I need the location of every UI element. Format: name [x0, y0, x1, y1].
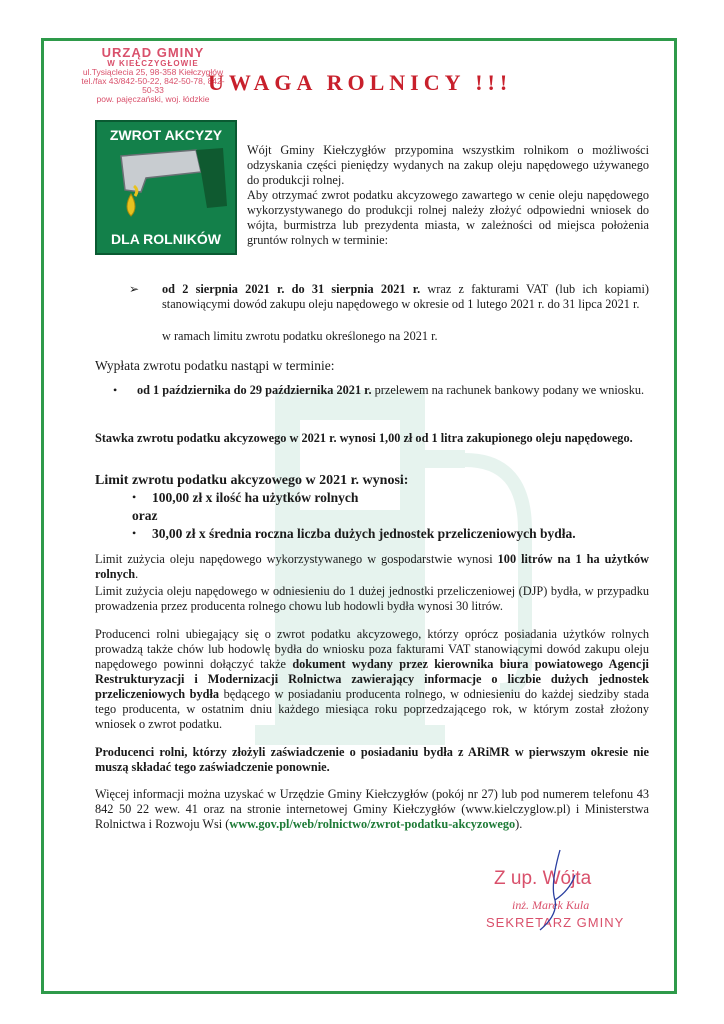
usage-p1: [95, 552, 649, 582]
producers-text-c: będącego w posiadaniu producenta rolnego, w odniesieniu do każdej siedziby stada tego producenta, w ostatnim dniu każdego miesiąca roku poprzedzającego rok, w którym został złożony wniosek o zwrot podatku.: [95, 687, 649, 731]
usage-p1-amount: 100 litrów na 1 ha użytków rolnych: [95, 552, 650, 581]
info-text: Więcej informacji można uzyskać w Urzędzie Gminy Kiełczygłów (pokój nr 27) lub pod numerem telefonu 43 842 50 22 wew. 41 oraz na stronie internetowej Gminy Kiełczygłów (www.kielczyglow.pl) i Ministerstwa Rolnictwa i Rozwoju Wsi (: [95, 787, 649, 831]
producers-paragraph: [95, 627, 649, 732]
signature-line-1: Z up. Wójta: [494, 868, 592, 889]
stamp-line-3: ul.Tysiąclecia 25, 98-358 Kiełczygłów: [82, 67, 224, 78]
limit-or: oraz: [132, 508, 158, 523]
signature-line-2: inż. Marek Kula: [512, 898, 590, 912]
stamp-line-2: W KIEŁCZYGŁOWIE: [107, 58, 199, 68]
intro-p1: Wójt Gminy Kiełczygłów przypomina wszystkim rolnikom o możliwości odzyskania części pieniędzy wydanych na zakup oleju napędowego używanego do produkcji rolnej.: [247, 143, 649, 187]
certificate-note: Producenci rolni, którzy złożyli zaświadczenie o posiadaniu bydła z ARiMR w pierwszym okresie nie muszą składać tego zaświadczenie ponownie.: [95, 745, 649, 774]
intro-p2: Aby otrzymać zwrot podatku akcyzowego zawartego w cenie oleju napędowego wykorzystywanego do produkcji rolnej należy złożyć odpowiedni wniosek do wójta, burmistrza lub prezydenta miasta, w zależności od miejsca położenia gruntów rolnych w terminie:: [247, 188, 649, 247]
promo-top-text: ZWROT AKCYZY: [109, 127, 223, 143]
payout-text: [137, 383, 649, 398]
stamp-line-1: URZĄD GMINY: [101, 45, 205, 60]
term-rest: wraz z fakturami VAT (lub ich kopiami) stanowiącymi dowód zakupu oleju napędowego w okresie od 1 lutego 2021 r. do 31 lipca 2021 r.: [162, 282, 650, 311]
office-stamp: [78, 46, 228, 104]
limit-heading: Limit zwrotu podatku akcyzowego w 2021 r. wynosi:: [95, 473, 409, 488]
stamp-line-5: pow. pajęczański, woj. łódzkie: [96, 93, 210, 104]
info-paragraph: [95, 787, 649, 832]
stamp-line-4: tel./fax 43/842-50-22, 842-50-78, 842-50-33: [81, 75, 225, 95]
usage-p1-text: Limit zużycia oleju napędowego wykorzystywanego w gospodarstwie wynosi: [95, 552, 498, 566]
limit-item-1: 100,00 zł x ilość ha użytków rolnych: [152, 490, 359, 505]
payout-bullet: •: [113, 383, 118, 397]
limit-item-2: 30,00 zł x średnia roczna liczba dużych jednostek przeliczeniowych bydła.: [152, 526, 576, 541]
promo-image: [95, 120, 237, 255]
fuel-nozzle-icon: [101, 146, 233, 226]
ministry-link[interactable]: www.gov.pl/web/rolnictwo/zwrot-podatku-akcyzowego: [229, 817, 516, 831]
intro-paragraph: [247, 143, 649, 248]
producers-document: dokument wydany przez kierownika biura powiatowego Agencji Restrukturyzacji i Modernizacji Rolnictwa zawierający informacje o liczbie dużych jednostek przeliczeniowych bydła: [95, 657, 649, 701]
limit-bullet-1: •: [132, 490, 137, 504]
limit-bullet-2: •: [132, 526, 137, 540]
payout-rest: przelewem na rachunek bankowy podany we wniosku.: [371, 383, 645, 397]
term-limit-note: w ramach limitu zwrotu podatku określonego na 2021 r.: [162, 329, 438, 343]
term-dates: od 2 sierpnia 2021 r. do 31 sierpnia 2021 r.: [162, 282, 421, 296]
usage-p2: Limit zużycia oleju napędowego w odniesieniu do 1 dużej jednostki przeliczeniowej (DJP) bydła, w przypadku prowadzenia przez producenta rolnego chowu lub hodowli bydła wynosi 30 litrów.: [95, 584, 649, 613]
term-bullet: ➢: [129, 282, 140, 296]
info-end: ).: [515, 817, 523, 831]
page-title: UWAGA ROLNICY !!!: [208, 70, 513, 95]
term-text: [162, 282, 649, 312]
rate-text: Stawka zwrotu podatku akcyzowego w 2021 r. wynosi 1,00 zł od 1 litra zakupionego oleju napędowego.: [95, 431, 633, 445]
payout-dates: od 1 października do 29 października 2021 r.: [137, 383, 372, 397]
payout-intro: Wypłata zwrotu podatku nastąpi w terminie:: [95, 358, 335, 373]
producers-text-a: Producenci rolni ubiegający się o zwrot podatku akcyzowego, którzy oprócz posiadania użytków rolnych prowadzą także chów lub hodowlę bydła do wniosku poza fakturami VAT stanowiącymi dowód zakupu oleju napędowego powinni dołączyć także: [95, 627, 649, 671]
usage-p1-end: .: [135, 567, 139, 581]
handwritten-signature: [520, 845, 580, 935]
promo-bottom-text: DLA ROLNIKÓW: [111, 231, 221, 247]
signature-line-3: SEKRETARZ GMINY: [486, 915, 625, 930]
